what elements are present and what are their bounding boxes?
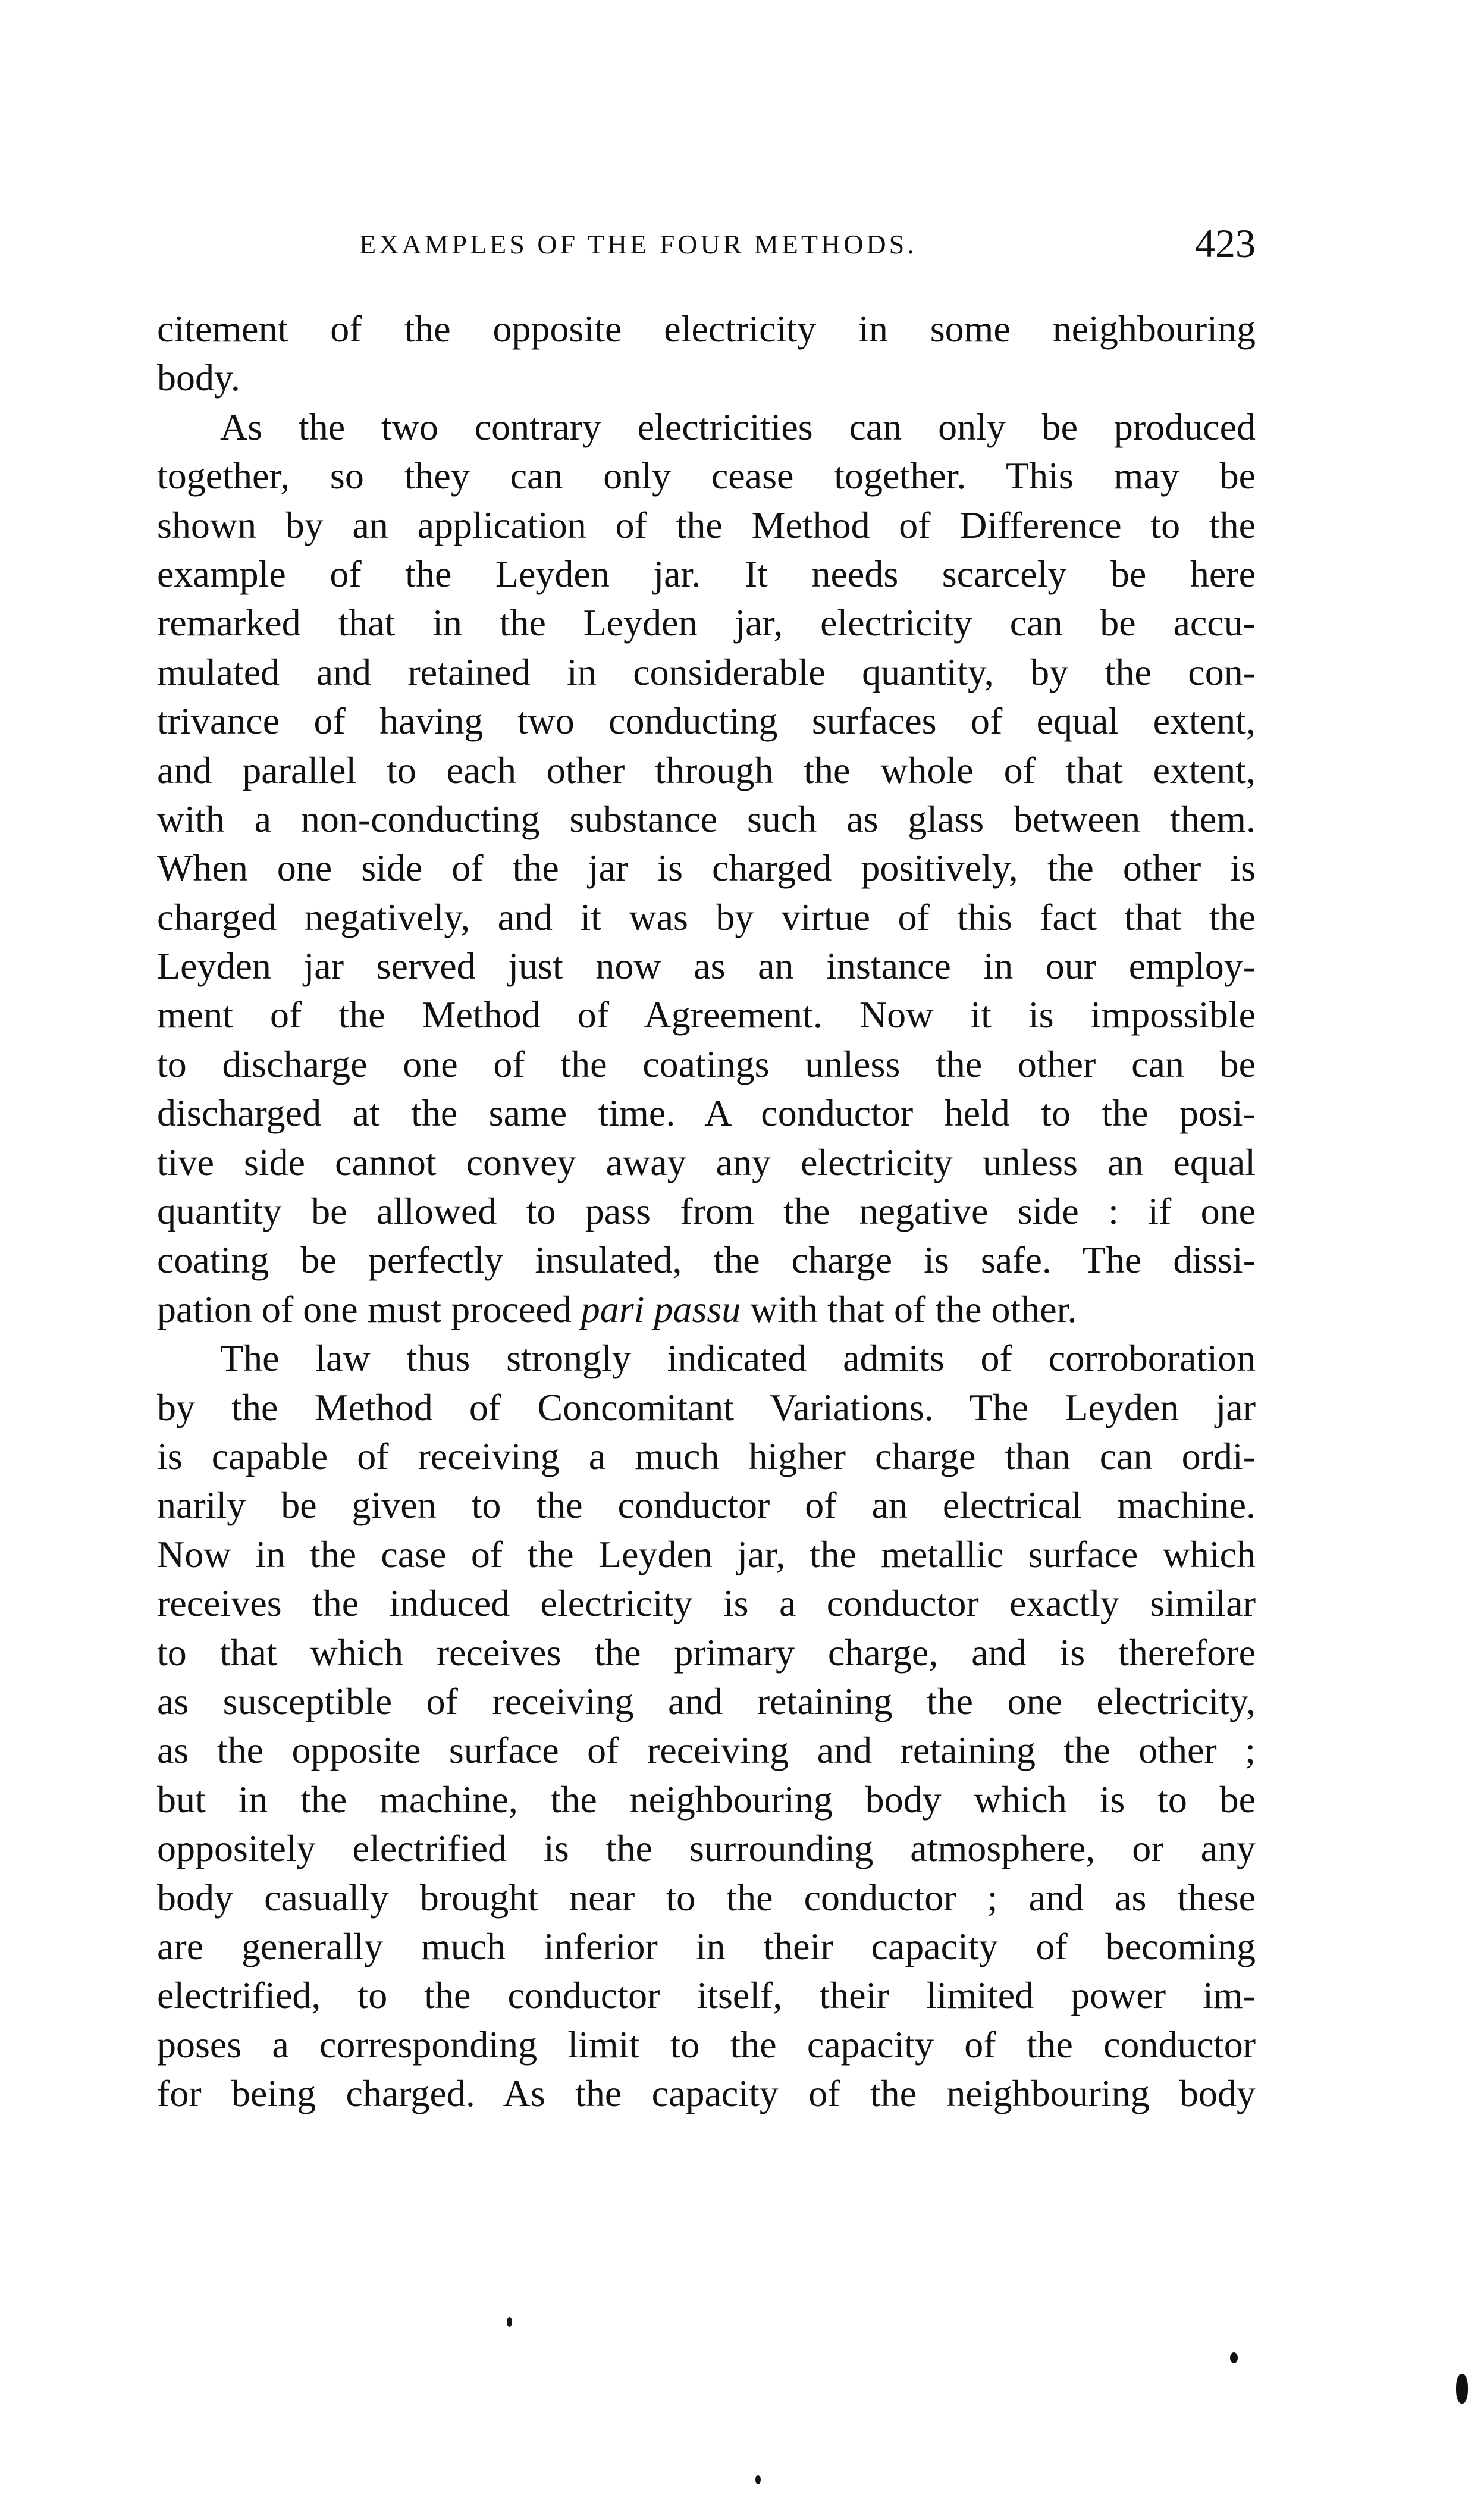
text-line-content: The law thus strongly indicated admits of corroboration — [220, 1337, 1256, 1380]
text-line-content: charged negatively, and it was by virtue of this fact that the — [157, 895, 1256, 938]
text-line-content: with a non-conducting substance such as glass between them. — [157, 797, 1256, 840]
scan-speck — [1456, 2374, 1468, 2404]
text-line-content: oppositely electrified is the surrounding atmosphere, or any — [157, 1827, 1256, 1870]
text-line-content: body. — [157, 356, 240, 399]
text-line — [157, 1579, 1256, 1628]
text-line — [157, 1628, 1256, 1677]
text-line — [157, 1383, 1256, 1432]
text-line — [157, 2069, 1256, 2118]
text-line-content: pation of one must proceed pari passu with that of the other. — [157, 1287, 1077, 1330]
running-head — [157, 220, 1256, 274]
page-number: 423 — [1195, 221, 1256, 266]
text-line — [157, 1481, 1256, 1530]
text-line — [157, 991, 1256, 1039]
text-line-content: citement of the opposite electricity in some neighbouring — [157, 308, 1256, 350]
text-line-content: but in the machine, the neighbouring body which is to be — [157, 1778, 1256, 1821]
text-line-content: to that which receives the primary charge, and is therefore — [157, 1631, 1256, 1674]
text-line-content: and parallel to each other through the whole of that extent, — [157, 748, 1256, 791]
text-line-content: discharged at the same time. A conductor held to the posi- — [157, 1092, 1256, 1135]
text-line-content: trivance of having two conducting surfaces of equal extent, — [157, 700, 1256, 742]
text-line — [157, 1285, 1256, 1334]
text-line — [157, 1677, 1256, 1726]
text-line — [157, 1922, 1256, 1971]
text-line-content: electrified, to the conductor itself, their limited power im- — [157, 1974, 1256, 2017]
text-line-content: ment of the Method of Agreement. Now it is impossible — [157, 994, 1256, 1036]
text-line-content: shown by an application of the Method of Difference to the — [157, 503, 1256, 546]
scan-speck — [755, 2475, 761, 2484]
text-line-content: tive side cannot convey away any electricity unless an equal — [157, 1140, 1256, 1183]
text-line-content: receives the induced electricity is a conductor exactly similar — [157, 1582, 1256, 1625]
text-line — [157, 1138, 1256, 1187]
text-line — [157, 697, 1256, 745]
text-line-content: as the opposite surface of receiving and retaining the other ; — [157, 1729, 1256, 1772]
text-line-content: body casually brought near to the conductor ; and as these — [157, 1876, 1256, 1919]
text-line — [157, 1089, 1256, 1138]
text-line — [157, 1873, 1256, 1922]
text-line-content: coating be perfectly insulated, the charge is safe. The dissi- — [157, 1239, 1256, 1282]
text-line — [157, 1040, 1256, 1089]
text-line — [157, 353, 1256, 402]
text-line — [157, 1236, 1256, 1284]
text-line-content: narily be given to the conductor of an electrical machine. — [157, 1484, 1256, 1527]
text-line-content: mulated and retained in considerable quantity, by the con- — [157, 650, 1256, 693]
text-line-content: quantity be allowed to pass from the negative side : if one — [157, 1190, 1256, 1233]
text-line — [157, 2020, 1256, 2069]
text-line-content: When one side of the jar is charged positively, the other is — [157, 847, 1256, 889]
text-line-content: for being charged. As the capacity of the neighbouring body — [157, 2072, 1256, 2115]
text-line — [157, 942, 1256, 991]
italic-phrase: pari passu — [581, 1287, 741, 1330]
text-line — [157, 1824, 1256, 1873]
text-line — [157, 305, 1256, 353]
text-line — [157, 844, 1256, 892]
text-line — [157, 1334, 1256, 1383]
text-line-content: Leyden jar served just now as an instance in our employ- — [157, 945, 1256, 988]
running-title: EXAMPLES OF THE FOUR METHODS. — [359, 229, 917, 259]
text-line — [157, 1775, 1256, 1824]
text-line-content: As the two contrary electricities can only be produced — [220, 405, 1256, 448]
text-line-content: as susceptible of receiving and retaining the one electricity, — [157, 1680, 1256, 1722]
text-line — [157, 599, 1256, 647]
text-line — [157, 746, 1256, 795]
text-line-content: poses a corresponding limit to the capacity of the conductor — [157, 2023, 1256, 2066]
body-text — [157, 305, 1256, 2118]
text-line-content: are generally much inferior in their capacity of becoming — [157, 1925, 1256, 1967]
text-line — [157, 501, 1256, 550]
text-line — [157, 1971, 1256, 2020]
text-line-content: example of the Leyden jar. It needs scarcely be here — [157, 552, 1256, 595]
text-line-content: Now in the case of the Leyden jar, the metallic surface which — [157, 1533, 1256, 1575]
scan-speck — [507, 2317, 512, 2327]
text-line-content: remarked that in the Leyden jar, electricity can be accu- — [157, 601, 1256, 644]
text-line — [157, 1432, 1256, 1481]
scan-speck — [1230, 2352, 1238, 2363]
text-line — [157, 550, 1256, 599]
text-line — [157, 452, 1256, 500]
text-line — [157, 1530, 1256, 1579]
text-line — [157, 795, 1256, 844]
text-line-content: by the Method of Concomitant Variations. The Leyden jar — [157, 1386, 1256, 1428]
text-line — [157, 1726, 1256, 1775]
text-line — [157, 1187, 1256, 1236]
text-line — [157, 648, 1256, 697]
text-line — [157, 403, 1256, 452]
text-line — [157, 893, 1256, 942]
text-line-content: to discharge one of the coatings unless the other can be — [157, 1042, 1256, 1085]
text-line-content: is capable of receiving a much higher charge than can ordi- — [157, 1434, 1256, 1477]
text-line-content: together, so they can only cease together. This may be — [157, 455, 1256, 497]
